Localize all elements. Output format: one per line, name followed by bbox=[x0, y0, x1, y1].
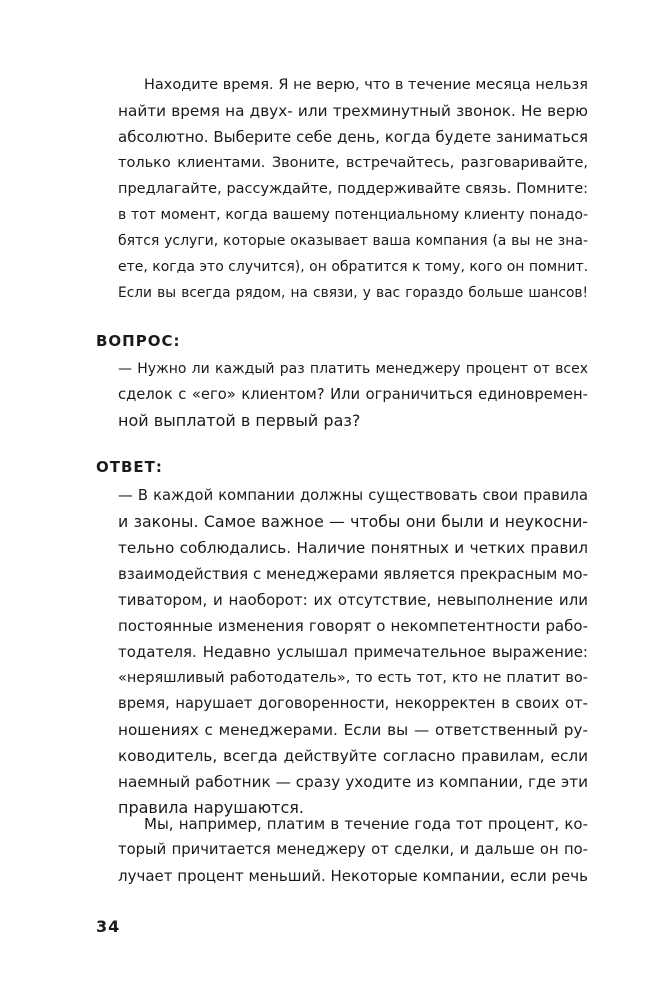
text-line: абсолютно. Выберите себе день, когда будете заниматься bbox=[118, 128, 588, 146]
text-line: Находите время. Я не верю, что в течение месяца нельзя bbox=[144, 77, 588, 93]
text-line: тиватором, и наоборот: их отсутствие, невыполнение или bbox=[118, 591, 588, 609]
text-line: лучает процент меньший. Некоторые компании, если речь bbox=[118, 867, 588, 885]
text-line: — Нужно ли каждый раз платить менеджеру процент от всех bbox=[118, 361, 588, 377]
text-line: найти время на двух- или трехминутный звонок. Не верю bbox=[118, 102, 588, 120]
text-line: Мы, например, платим в течение года тот процент, ко- bbox=[144, 815, 588, 833]
text-line: сделок с «его» клиентом? Или ограничиться единовремен- bbox=[118, 386, 588, 403]
text-line: время, нарушает договоренности, некорректен в своих от- bbox=[118, 695, 588, 712]
intro-paragraph bbox=[118, 72, 588, 306]
text-line: взаимодействия с менеджерами является прекрасным мо- bbox=[118, 565, 588, 583]
text-line: бятся услуги, которые оказывает ваша компания (а вы не зна- bbox=[118, 233, 588, 249]
text-line: наемный работник — сразу уходите из компании, где эти bbox=[118, 773, 588, 791]
text-line: правила нарушаются. bbox=[118, 798, 304, 817]
text-line: ношениях с менеджерами. Если вы — ответственный ру- bbox=[118, 721, 588, 739]
text-line: тельно соблюдались. Наличие понятных и четких правил bbox=[118, 539, 588, 557]
text-line: «неряшливый работодатель», то есть тот, кто не платит во- bbox=[118, 670, 588, 686]
text-line: Если вы всегда рядом, на связи, у вас гораздо больше шансов! bbox=[118, 285, 588, 301]
text-line: предлагайте, рассуждайте, поддерживайте связь. Помните: bbox=[118, 181, 588, 197]
page-number: 34 bbox=[96, 917, 121, 936]
text-line: и законы. Самое важное — чтобы они были и неукосни- bbox=[118, 512, 588, 531]
text-line: постоянные изменения говорят о некомпетентности рабо- bbox=[118, 617, 588, 635]
text-line: в тот момент, когда вашему потенциальному клиенту понадо- bbox=[118, 207, 588, 223]
text-line: только клиентами. Звоните, встречайтесь, разговаривайте, bbox=[118, 155, 588, 171]
text-line: — В каждой компании должны существовать свои правила bbox=[118, 487, 588, 504]
question-heading: ВОПРОС: bbox=[96, 332, 181, 350]
answer-paragraph bbox=[118, 483, 588, 821]
answer-heading: ОТВЕТ: bbox=[96, 458, 163, 476]
text-line: ете, когда это случится), он обратится к тому, кого он помнит. bbox=[118, 259, 589, 275]
text-line: ной выплатой в первый раз? bbox=[118, 411, 361, 430]
continuation-paragraph bbox=[118, 811, 588, 889]
text-line: тодателя. Недавно услышал примечательное выражение: bbox=[118, 643, 588, 661]
text-line: торый причитается менеджеру от сделки, и дальше он по- bbox=[118, 841, 588, 858]
text-line: ководитель, всегда действуйте согласно правилам, если bbox=[118, 747, 588, 765]
question-paragraph bbox=[118, 356, 588, 434]
